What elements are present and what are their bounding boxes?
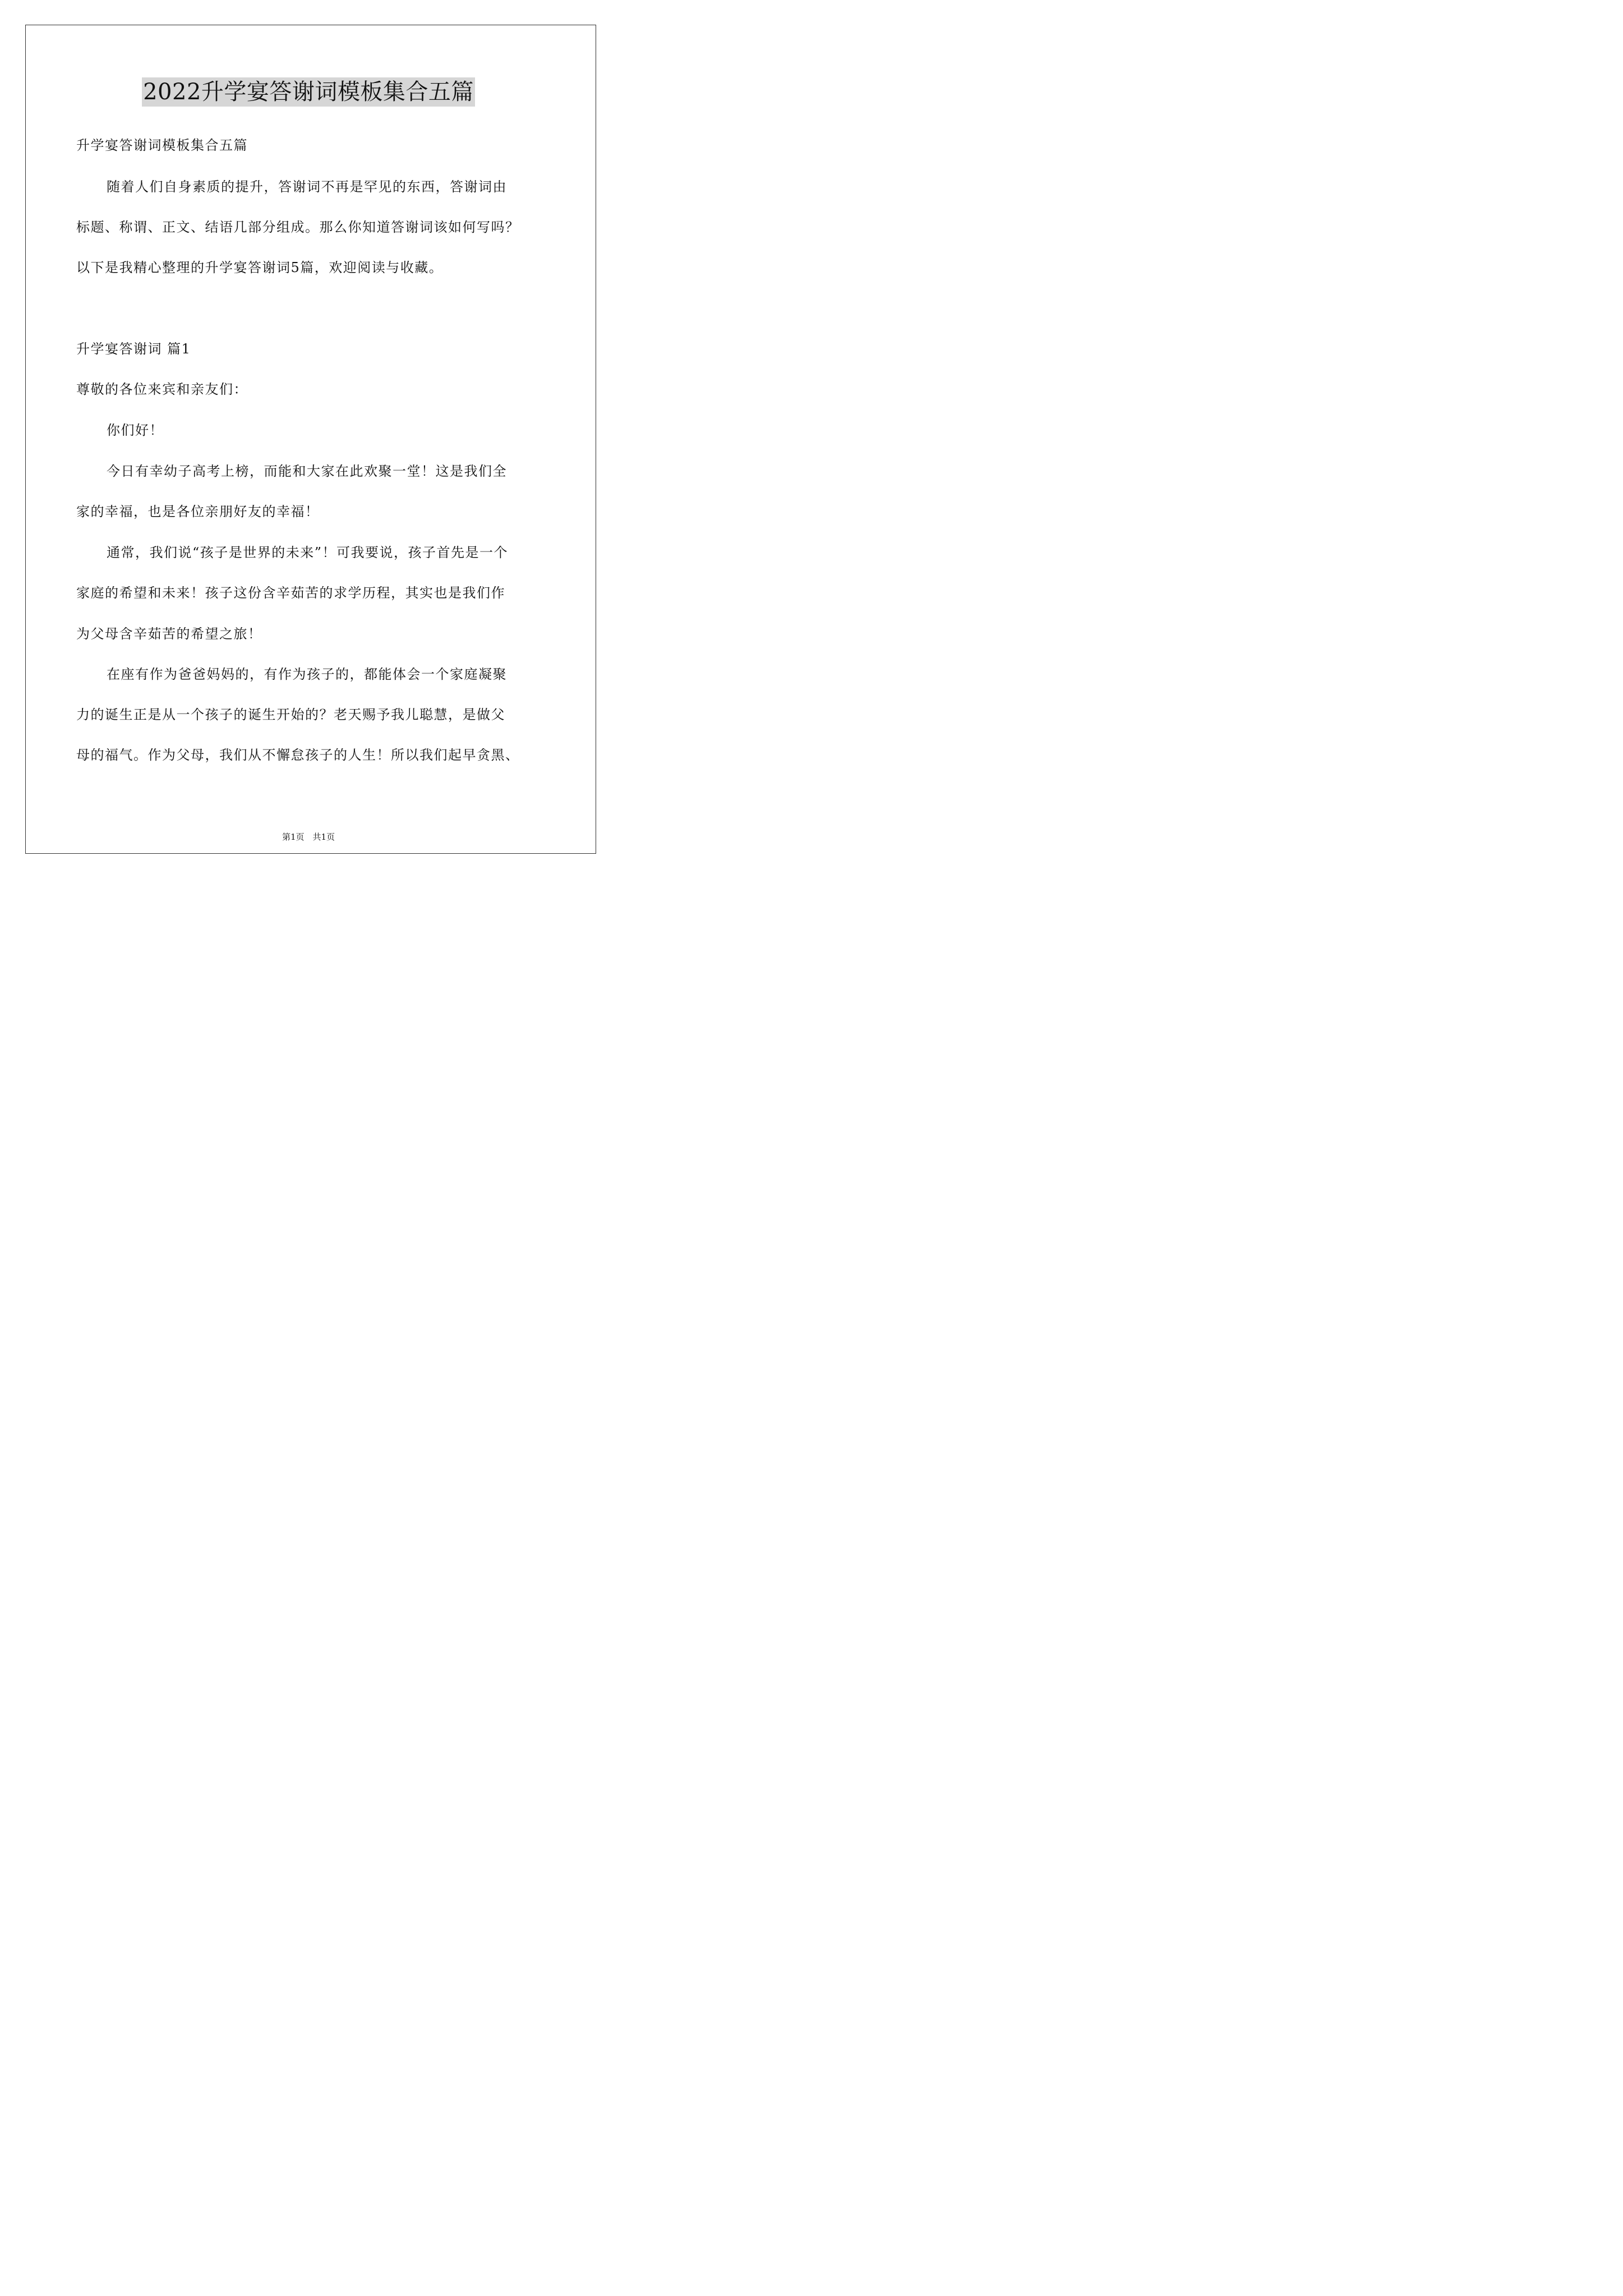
body-line-2: 家的幸福，也是各位亲朋好友的幸福！ (76, 504, 320, 519)
subtitle-line: 升学宴答谢词模板集合五篇 (76, 137, 248, 153)
body-line-4: 家庭的希望和未来！孩子这份含辛茹苦的求学历程，其实也是我们作 (76, 585, 505, 601)
body-line-8: 母的福气。作为父母，我们从不懈怠孩子的人生！所以我们起早贪黑、 (76, 747, 520, 763)
document-title: 2022升学宴答谢词模板集合五篇 (142, 77, 475, 107)
body-line-6: 在座有作为爸爸妈妈的，有作为孩子的，都能体会一个家庭凝聚 (107, 666, 507, 682)
intro-line-2: 标题、称谓、正文、结语几部分组成。那么你知道答谢词该如何写吗？ (76, 219, 520, 235)
salutation-line: 尊敬的各位来宾和亲友们： (76, 381, 248, 397)
section-heading: 升学宴答谢词 篇1 (76, 341, 191, 357)
body-line-5: 为父母含辛茹苦的希望之旅！ (76, 626, 262, 642)
body-line-7: 力的诞生正是从一个孩子的诞生开始的？老天赐予我儿聪慧，是做父 (76, 707, 505, 723)
title-container (0, 77, 617, 107)
page-footer: 第1页 共1页 (282, 832, 335, 842)
body-line-3: 通常，我们说“孩子是世界的未来”！可我要说，孩子首先是一个 (107, 545, 509, 560)
intro-line-3: 以下是我精心整理的升学宴答谢词5篇，欢迎阅读与收藏。 (76, 260, 444, 275)
intro-line-1: 随着人们自身素质的提升，答谢词不再是罕见的东西，答谢词由 (107, 179, 507, 195)
greeting-line: 你们好！ (107, 422, 164, 438)
body-line-1: 今日有幸幼子高考上榜，而能和大家在此欢聚一堂！这是我们全 (107, 463, 507, 479)
